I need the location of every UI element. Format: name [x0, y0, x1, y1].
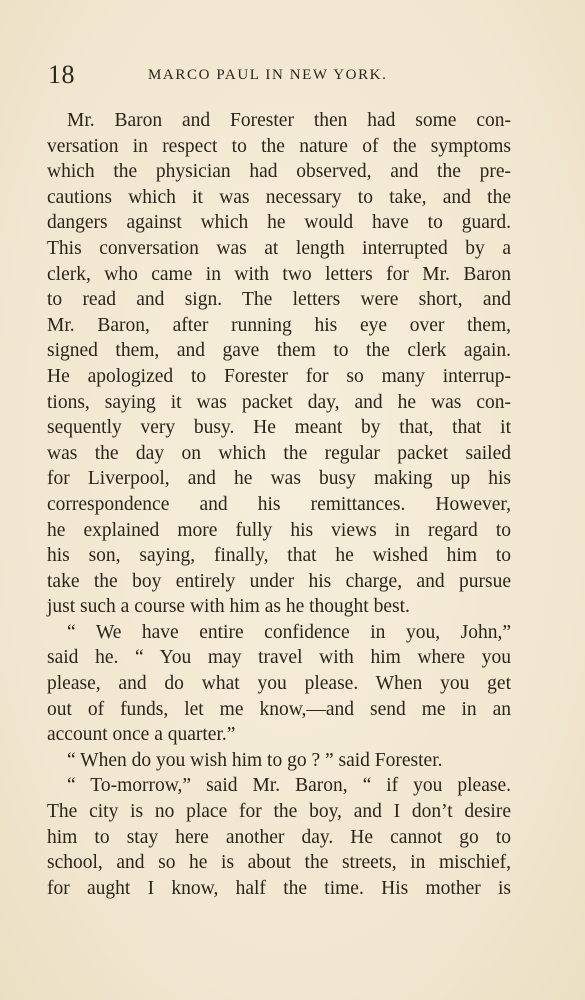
text-line: “ To-morrow,” said Mr. Baron, “ if you please.	[67, 775, 511, 797]
text-line: “ When do you wish him to go ? ” said Forester.	[67, 749, 443, 771]
text-line: correspondence and his remittances. However,	[47, 493, 511, 515]
text-line: signed them, and gave them to the clerk again.	[47, 340, 511, 362]
text-line: cautions which it was necessary to take, and the	[47, 186, 511, 208]
text-line: The city is no place for the boy, and I don’t desire	[47, 801, 511, 823]
text-line: he explained more fully his views in regard to	[47, 519, 511, 541]
text-line: for Liverpool, and he was busy making up his	[47, 468, 511, 490]
text-line: was the day on which the regular packet sailed	[47, 442, 511, 464]
text-line: said he. “ You may travel with him where you	[47, 647, 511, 669]
text-line: school, and so he is about the streets, in mischief,	[47, 852, 511, 874]
text-line: his son, saying, finally, that he wished him to	[47, 545, 511, 567]
text-line: for aught I know, half the time. His mother is	[47, 877, 511, 899]
text-line: please, and do what you please. When you get	[47, 673, 511, 695]
text-line: dangers against which he would have to guard.	[47, 212, 511, 234]
page-header	[48, 60, 513, 90]
text-line: sequently very busy. He meant by that, that it	[47, 417, 511, 439]
text-line: account once a quarter.”	[47, 724, 236, 746]
text-line: Mr. Baron and Forester then had some con-	[67, 110, 511, 131]
text-line: “ We have entire confidence in you, John,”	[67, 621, 511, 643]
text-line: to read and sign. The letters were short, and	[47, 289, 511, 311]
body-text	[47, 108, 511, 901]
text-line: versation in respect to the nature of the symptoms	[47, 135, 511, 157]
running-head: MARCO PAUL IN NEW YORK.	[148, 67, 388, 83]
text-line: take the boy entirely under his charge, and pursue	[47, 570, 511, 592]
text-line: tions, saying it was packet day, and he was con-	[47, 391, 511, 413]
text-line: which the physician had observed, and the pre-	[47, 161, 511, 183]
text-line: out of funds, let me know,—and send me in an	[47, 698, 511, 720]
text-line: He apologized to Forester for so many interrup-	[47, 365, 511, 387]
text-line: Mr. Baron, after running his eye over them,	[47, 314, 511, 336]
text-line: clerk, who came in with two letters for Mr. Baron	[47, 263, 511, 285]
text-line: just such a course with him as he thought best.	[47, 596, 410, 618]
text-line: This conversation was at length interrupted by a	[47, 237, 511, 259]
text-line: him to stay here another day. He cannot go to	[47, 826, 511, 848]
page-number: 18	[48, 60, 75, 89]
